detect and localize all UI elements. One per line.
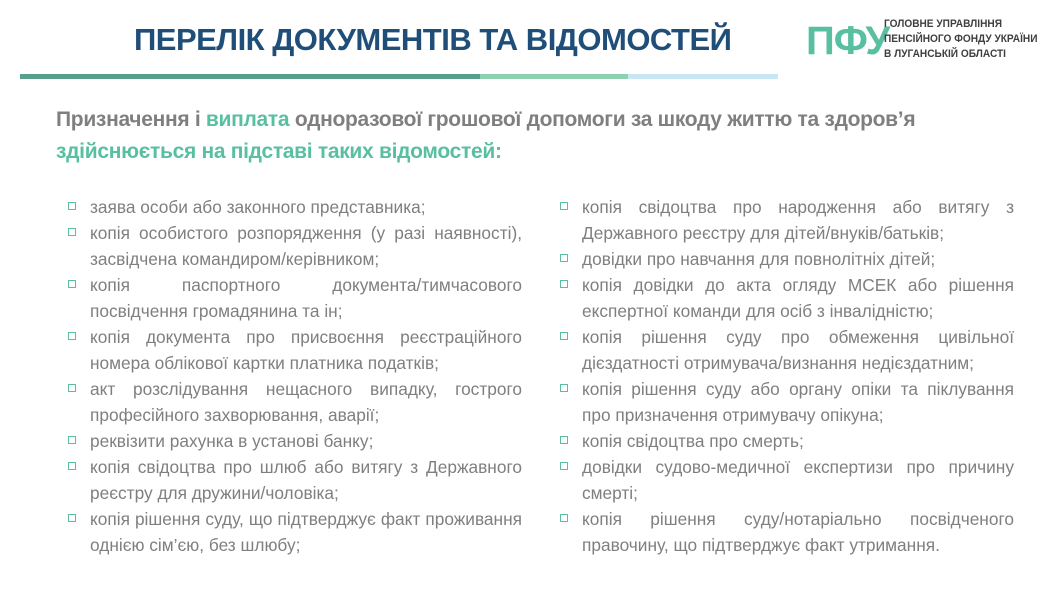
heading-accent: здійснюється на підставі таких відомостей: bbox=[56, 140, 502, 163]
list-item-text: копія довідки до акта огляду МСЕК або рішення експертної команди для осіб з інвалідністю; bbox=[582, 275, 1014, 321]
list-item-text: копія рішення суду про обмеження цивільної дієздатності отримувача/визнання недієздатним; bbox=[582, 327, 1014, 373]
list-item-text: заява особи або законного представника; bbox=[90, 197, 426, 217]
list-item-text: акт розслідування нещасного випадку, гострого професійного захворювання, аварії; bbox=[90, 379, 522, 425]
square-bullet-icon bbox=[560, 514, 568, 522]
section-heading bbox=[56, 104, 1016, 168]
square-bullet-icon bbox=[560, 384, 568, 392]
list-item-text: довідки про навчання для повнолітніх дітей; bbox=[582, 249, 936, 269]
square-bullet-icon bbox=[560, 254, 568, 262]
square-bullet-icon bbox=[68, 202, 76, 210]
square-bullet-icon bbox=[68, 384, 76, 392]
list-item bbox=[560, 454, 1014, 506]
title-divider-segment bbox=[628, 74, 778, 79]
list-item-text: копія рішення суду/нотаріально посвідченого правочину, що підтверджує факт утримання. bbox=[582, 509, 1014, 555]
list-item bbox=[68, 506, 522, 558]
square-bullet-icon bbox=[560, 332, 568, 340]
list-item bbox=[68, 272, 522, 324]
square-bullet-icon bbox=[560, 436, 568, 444]
list-item bbox=[560, 376, 1014, 428]
list-item-text: копія свідоцтва про шлюб або витягу з Державного реєстру для дружини/чоловіка; bbox=[90, 457, 522, 503]
documents-list-right bbox=[560, 194, 1014, 558]
square-bullet-icon bbox=[68, 228, 76, 236]
list-item-text: довідки судово-медичної експертизи про причину смерті; bbox=[582, 457, 1014, 503]
square-bullet-icon bbox=[68, 514, 76, 522]
square-bullet-icon bbox=[68, 280, 76, 288]
heading-text: одноразової грошової допомоги за шкоду життю та здоров’я bbox=[289, 108, 916, 131]
list-item bbox=[560, 246, 1014, 272]
list-item-text: копія рішення суду або органу опіки та піклування про призначення отримувачу опікуна; bbox=[582, 379, 1014, 425]
list-item bbox=[560, 272, 1014, 324]
documents-list-left bbox=[68, 194, 522, 558]
title-divider-segment bbox=[480, 74, 628, 79]
square-bullet-icon bbox=[560, 280, 568, 288]
list-item-text: копія рішення суду, що підтверджує факт проживання однією сім’єю, без шлюбу; bbox=[90, 509, 522, 555]
logo-caption-line: ПЕНСІЙНОГО ФОНДУ УКРАЇНИ bbox=[884, 33, 1038, 45]
list-item bbox=[68, 376, 522, 428]
list-item-text: копія паспортного документа/тимчасового посвідчення громадянина та ін; bbox=[90, 275, 522, 321]
square-bullet-icon bbox=[560, 202, 568, 210]
list-item bbox=[68, 324, 522, 376]
list-item bbox=[68, 428, 522, 454]
pfu-logo bbox=[806, 16, 1046, 68]
list-item-text: копія особистого розпорядження (у разі наявності), засвідчена командиром/керівником; bbox=[90, 223, 522, 269]
square-bullet-icon bbox=[68, 332, 76, 340]
logo-caption-line: В ЛУГАНСЬКІЙ ОБЛАСТІ bbox=[884, 48, 1007, 60]
square-bullet-icon bbox=[68, 462, 76, 470]
list-item-text: копія свідоцтва про народження або витягу з Державного реєстру для дітей/внуків/батьків; bbox=[582, 197, 1014, 243]
logo-caption-line: ГОЛОВНЕ УПРАВЛІННЯ bbox=[884, 18, 1002, 30]
list-item-text: копія свідоцтва про смерть; bbox=[582, 431, 804, 451]
list-item bbox=[68, 194, 522, 220]
title-divider-segment bbox=[20, 74, 480, 79]
logo-caption bbox=[884, 17, 1037, 62]
list-item-text: копія документа про присвоєння реєстраційного номера облікової картки платника податків; bbox=[90, 327, 522, 373]
square-bullet-icon bbox=[560, 462, 568, 470]
heading-text: Призначення і bbox=[56, 108, 206, 131]
list-item bbox=[68, 454, 522, 506]
list-item bbox=[560, 324, 1014, 376]
list-item bbox=[560, 506, 1014, 558]
list-item bbox=[560, 428, 1014, 454]
page-title: ПЕРЕЛІК ДОКУМЕНТІВ ТА ВІДОМОСТЕЙ bbox=[134, 22, 732, 57]
list-item bbox=[68, 220, 522, 272]
square-bullet-icon bbox=[68, 436, 76, 444]
list-item bbox=[560, 194, 1014, 246]
list-item-text: реквізити рахунка в установі банку; bbox=[90, 431, 374, 451]
logo-mark: ПФУ bbox=[806, 19, 890, 63]
heading-accent: виплата bbox=[205, 108, 290, 131]
